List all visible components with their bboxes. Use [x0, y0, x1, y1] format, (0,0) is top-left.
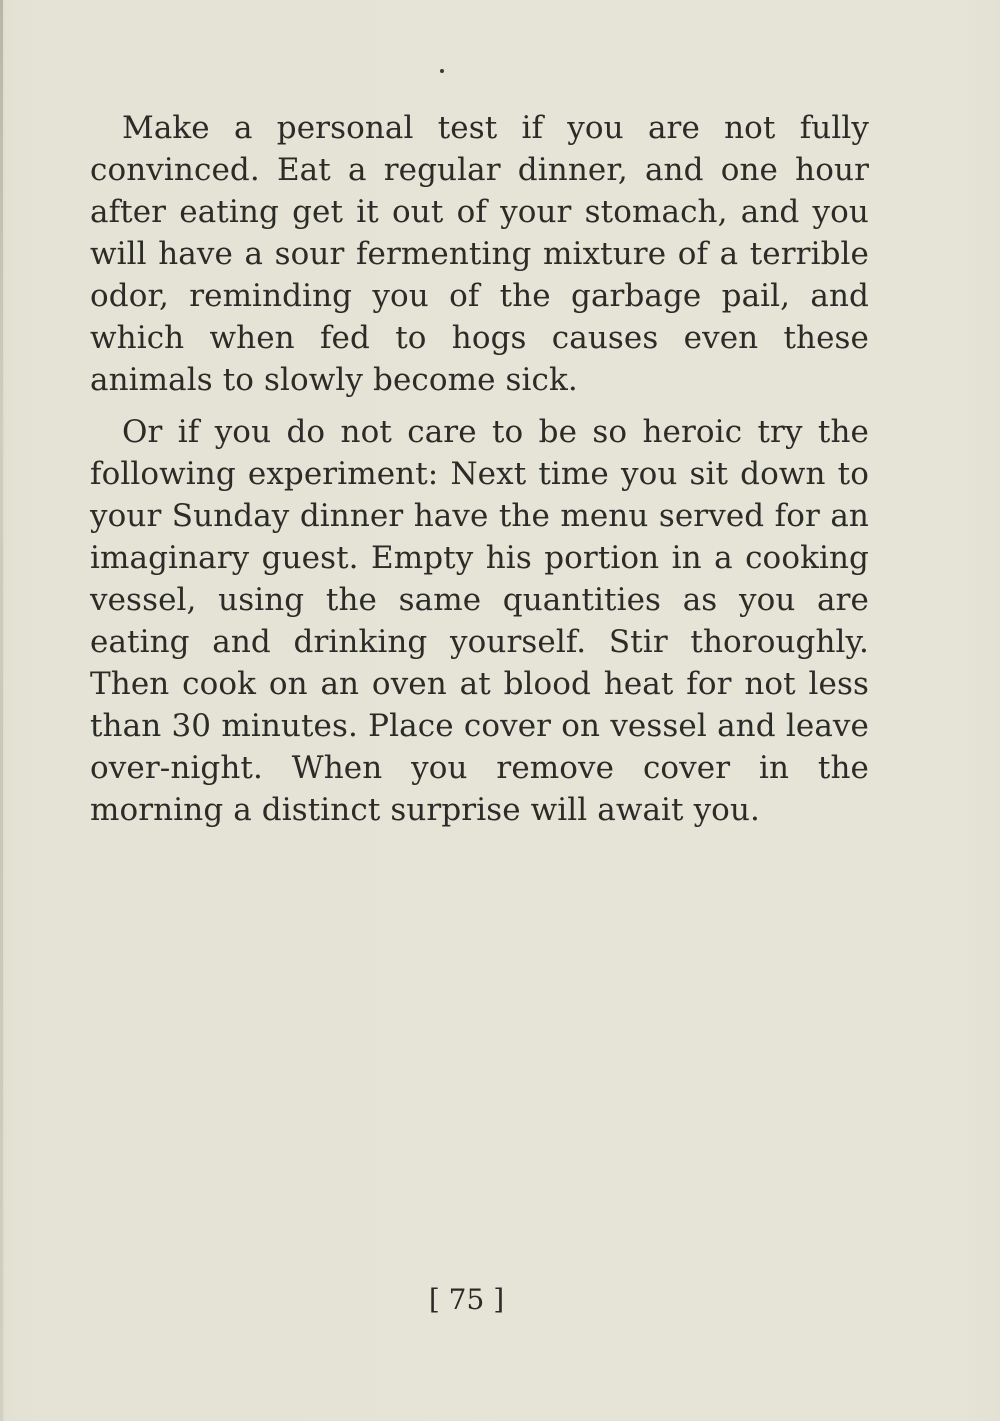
paragraph-1: Make a personal test if you are not fully convinced. Eat a regular dinner, and one hour after eating get it out of your stomach, and you will have a sour fermenting mixture of a terrible odor, reminding you of the garbage pail, and which when fed to hogs causes even these animals to slowly become sick. [90, 110, 869, 398]
ink-dot [440, 69, 444, 73]
paragraph-2: Or if you do not care to be so heroic try the following experiment: Next time you sit down to your Sunday dinner have the menu served for an imaginary guest. Empty his portion in a cooking vessel, using the same quantities as you are eating and drinking yourself. Stir thoroughly. Then cook on an oven at blood heat for not less than 30 minutes. Place cover on vessel and leave over-night. When you remove cover in the morning a distinct surprise will await you. [90, 414, 869, 828]
body-text [90, 107, 869, 841]
page-number: [ 75 ] [428, 1283, 505, 1316]
page-edge-shadow [0, 0, 3, 1421]
